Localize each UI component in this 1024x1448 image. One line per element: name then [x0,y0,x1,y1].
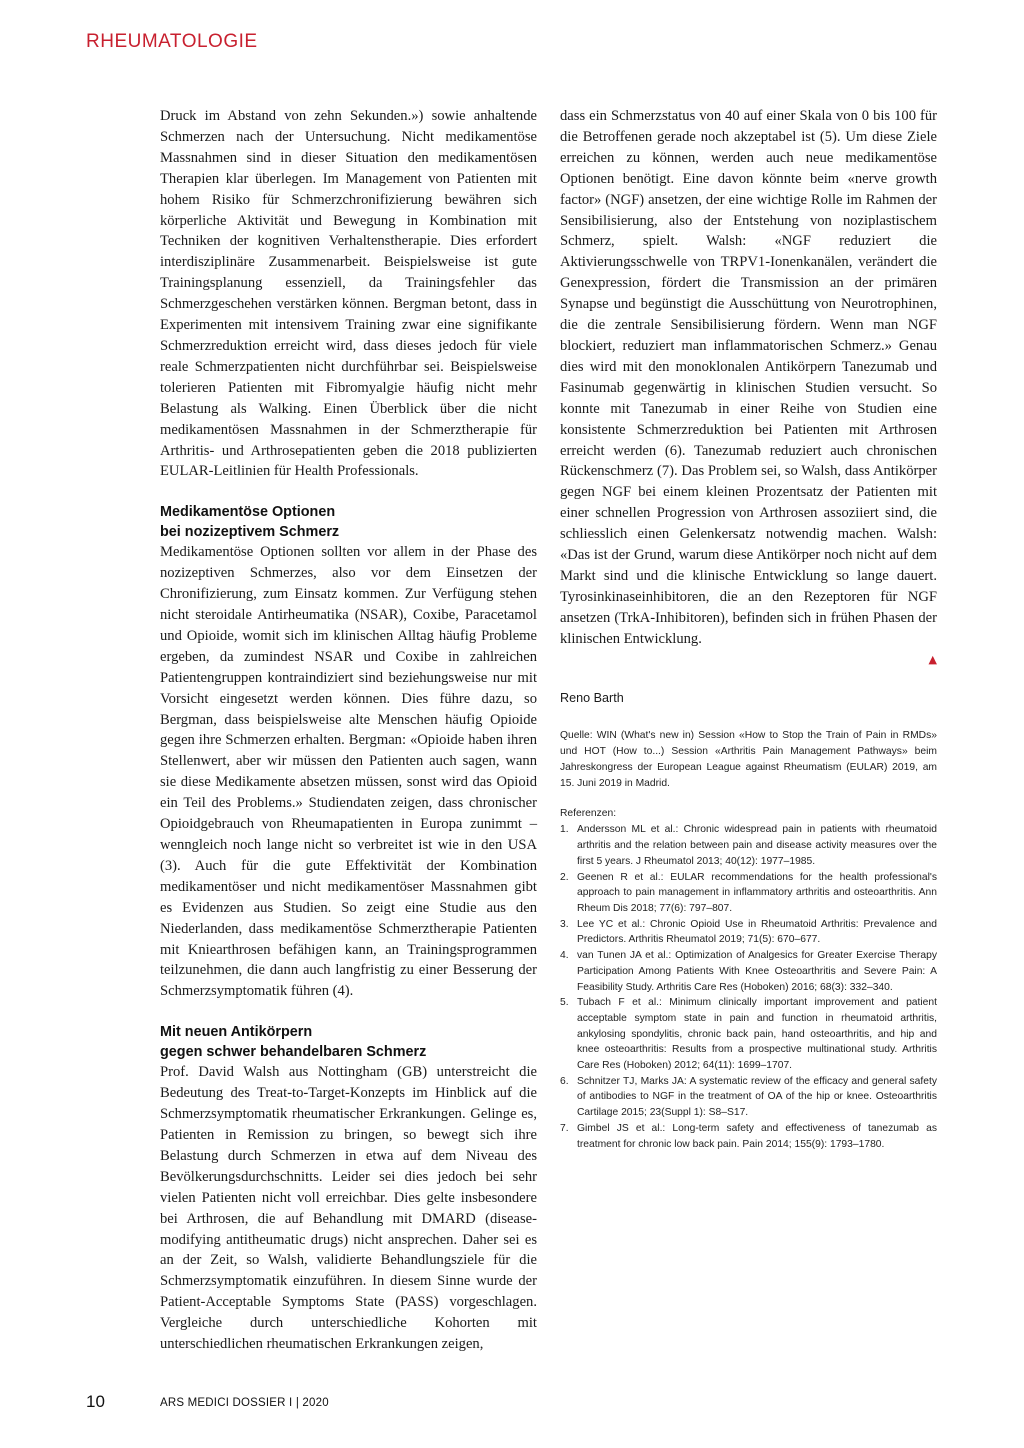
body-paragraph: Medikamentöse Optionen sollten vor allem in der Phase des nozizeptiven Schmerzes, also vor dem Einsetzen der Chronifizierung, zum Einsatz kommen. Zur Verfügung stehen nicht steroidale Antirheumatika (NSAR), Coxibe, Paracetamol und Opioide, womit sich im klinischen Alltag häufig Probleme ergeben, da zumindest NSAR und Coxibe in zahlreichen Patientengruppen kontraindiziert sind beziehungsweise nur mit Vorsicht eingesetzt werden können. Dies führe dazu, so Bergman, dass beispielsweise alte Menschen häufig Opioide gegen ihre Schmerzen erhalten. Bergman: «Opioide haben ihren Stellenwert, aber wir müssen den Patienten auch sagen, wann sie diese Medikamente absetzen müssen, sonst wird das Opioid ein Teil des Problems.» Studiendaten zeigen, dass chronischer Opioidgebrauch von Rheumapatienten in Europa zunimmt – wenngleich noch lange nicht so verbreitet ist wie in den USA (3). Auch für die gute Effektivität der Kombination medikamentöser und nicht medikamentöser Massnahmen gibt es Evidenzen aus Studien. So zeigt eine Studie aus den Niederlanden, dass medikamentöse Schmerztherapie Patienten mit Kniearthrosen befähigen kann, an Trainingsprogrammen teilzunehmen, die dann auch langfristig zu einer Besserung der Schmerzsymptomatik führen (4). [160,544,537,1000]
reference-item [560,870,937,917]
reference-text: Lee YC et al.: Chronic Opioid Use in Rheumatoid Arthritis: Prevalence and Predictors. Arthritis Rheumatol 2019; 71(5): 670–677. [577,918,937,946]
author-name: Reno Barth [560,690,624,705]
reference-item [560,1121,937,1152]
reference-number: 6. [560,1075,569,1087]
right-column [560,106,937,1152]
reference-item [560,1074,937,1121]
body-paragraph: Druck im Abstand von zehn Sekunden.») sowie anhaltende Schmerzen nach der Untersuchung. Nicht medikamentöse Massnahmen sind in dieser Situation den medikamentösen Therapien klar überlegen. Im Management von Patienten mit hohem Risiko für Schmerzchronifizierung bewähren sich körperliche Aktivität und Bewegung in Kombination mit Techniken der kognitiven Verhaltenstherapie. Dies erfordert interdisziplinäre Zusammenarbeit. Beispielsweise ist gute Trainingsplanung essenziell, da Trainingsfehler das Schmerzgeschehen verstärken können. Bergman betont, dass in Experimenten mit intensivem Training zwar eine signifikante Schmerzreduktion erreicht wird, dass dieses jedoch für viele reale Schmerzpatienten nicht durchführbar sei. Beispielsweise tolerieren Patienten mit Fibromyalgie häufig nicht mehr Belastung als Walking. Einen Überblick über die nicht medikamentösen Massnahmen in der Schmerztherapie für Arthritis- und Arthrosepatienten geben die 2018 publizierten EULAR-Leitlinien für Health Professionals. [160,108,537,480]
end-of-article-triangle-icon: ▲ [928,652,937,666]
section-header: RHEUMATOLOGIE [86,31,258,52]
reference-item [560,822,937,869]
heading-line: Medikamentöse Optionen [160,504,336,521]
reference-text: Schnitzer TJ, Marks JA: A systematic review of the efficacy and general safety of antibodies to NGF in the treatment of OA of the hip or knee. Osteoarthritis Cartilage 2015; 23(Suppl 1): S8–S17. [577,1075,937,1119]
reference-text: Andersson ML et al.: Chronic widespread pain in patients with rheumatoid arthritis and the relation between pain and disease activity measures over the first 5 years. J Rheumatol 2013; 40(12): 1977–1985. [577,824,937,867]
reference-number: 4. [560,950,569,962]
reference-number: 2. [560,871,569,883]
reference-number: 7. [560,1122,569,1134]
reference-text: van Tunen JA et al.: Optimization of Analgesics for Greater Exercise Therapy Participation Among Patients With Knee Osteoarthritis and Severe Pain: A Feasibility Study. Arthritis Care Res (Hoboken) 2016; 68(3): 332–340. [577,950,937,993]
reference-number: 3. [560,918,569,930]
left-column [160,106,537,1355]
reference-text: Tubach F et al.: Minimum clinically important improvement and patient acceptable symptom state in pain and function in rheumatoid arthritis, ankylosing spondylitis, chronic back pain, hand osteoarthritis, and hip and knee osteoarthritis: Results from a prospective multinational study. Arthritis Care Res (Hoboken) 2012; 64(11): 1699–1707. [577,997,937,1072]
reference-item [560,917,937,948]
reference-item [560,995,937,1074]
body-paragraph: dass ein Schmerzstatus von 40 auf einer Skala von 0 bis 100 für die Betroffenen gerade noch akzeptabel ist (5). Um diese Ziele erreichen zu können, werden auch neue medikamentöse Optionen benötigt. Eine davon könnte beim «nerve growth factor» (NGF) ansetzen, der eine wichtige Rolle im Rahmen der Sensibilisierung, also der Entstehung von noziplastischem Schmerz, spielt. Walsh: «NGF reduziert die Aktivierungsschwelle von TRPV1-Ionenkanälen, verändert die Genexpression, fördert die Transmission an der primären Synapse und begünstigt die Ausschüttung von Neurotrophinen, die die zentrale Sensibilisierung fördern. Wenn man NGF blockiert, reduziert man inflammatorischen Schmerz.» Genau dies wird mit den monoklonalen Antikörpern Tanezumab und Fasinumab gegenwärtig in klinischen Studien versucht. So konnte mit Tanezumab in einer Reihe von Studien eine konsistente Schmerzreduktion bei Patienten mit Arthrosen erreicht werden (6). Tanezumab reduziert auch chronischen Rückenschmerz (7). Das Problem sei, so Walsh, dass Antikörper gegen NGF bei einem kleinen Prozentsatz der Patienten mit einer schnellen Progression von Arthrosen assoziiert sind, die schliesslich einen Gelenkersatz notwendig machen. Walsh: «Das ist der Grund, warum diese Antikörper noch nicht auf dem Markt sind und die klinische Entwicklung so lange dauert. Tyrosinkinaseinhibitoren, die an den Rezeptoren für NGF ansetzen (TrkA-Inhibitoren), befinden sich in frühen Phasen der klinischen Entwicklung. [560,108,937,647]
section-heading [160,1022,537,1062]
reference-text: Gimbel JS et al.: Long-term safety and effectiveness of tanezumab as treatment for chronic low back pain. Pain 2014; 155(9): 1793–1780. [577,1122,937,1150]
heading-line: gegen schwer behandelbaren Schmerz [160,1044,427,1061]
heading-line: Mit neuen Antikörpern [160,1024,313,1041]
source-note: Quelle: WIN (What's new in) Session «How to Stop the Train of Pain in RMDs» und HOT (How to...) Session «Arthritis Pain Management Pathways» beim Jahreskongress der European League against Rheumatism (EULAR) 2019, am 15. Juni 2019 in Madrid. [560,730,937,790]
section-heading [160,502,537,542]
reference-item [560,948,937,995]
body-paragraph: Prof. David Walsh aus Nottingham (GB) unterstreicht die Bedeutung des Treat-to-Target-Konzepts im Hinblick auf die Schmerzsymptomatik rheumatischer Erkrankungen. Gelinge es, Patienten in Remission zu bringen, so bewegt sich ihre Belastung durch Schmerzen in etwa auf dem Niveau des Bevölkerungsdurchschnitts. Leider sei dies jedoch bei sehr vielen Patienten nicht voll erreichbar. Dies gelte insbesondere bei Arthrosen, die auf Behandlung mit DMARD (disease-modifying antitheumatic drugs) nicht ansprechen. Daher sei es an der Zeit, so Walsh, validierte Behandlungsziele für die Schmerzsymptomatik einzuführen. In diesem Sinne wurde der Patient-Acceptable Symptoms State (PASS) vorgeschlagen. Vergleiche durch unterschiedliche Kohorten mit unterschiedlichen rheumatischen Erkrankungen zeigen, [160,1064,537,1353]
page-number: 10 [86,1392,105,1411]
references-label: Referenzen: [560,808,617,820]
references-list [560,822,937,1152]
reference-text: Geenen R et al.: EULAR recommendations for the health professional's approach to pain management in inflammatory arthritis and osteoarthritis. Ann Rheum Dis 2018; 77(6): 797–807. [577,871,937,914]
reference-number: 1. [560,824,569,836]
heading-line: bei nozizeptivem Schmerz [160,524,340,541]
journal-footer: ARS MEDICI DOSSIER I | 2020 [160,1397,329,1409]
reference-number: 5. [560,997,569,1009]
